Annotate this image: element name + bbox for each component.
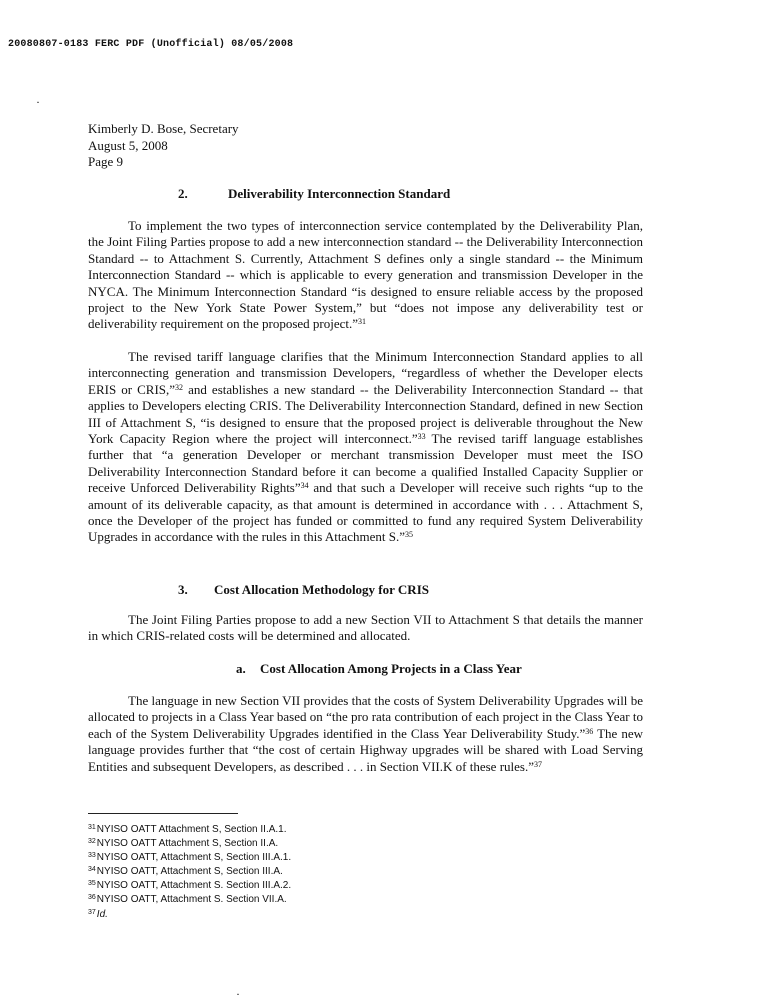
footnote-number: 32	[88, 838, 96, 846]
footnote-text: NYISO OATT, Attachment S, Section III.A.1.	[96, 852, 292, 864]
section-title: Deliverability Interconnection Standard	[228, 186, 451, 201]
footnote-ref: 34	[300, 481, 309, 491]
paragraph-text: To implement the two types of interconnection service contemplated by the Deliverability Plan, the Joint Filing Parties propose to add a new interconnection standard -- the Deliverability Interconnection Standard -- to Attachment S. Currently, Attachment S defines only a single standard -- the Minimum Interconnection Standard -- which is applicable to every generation and transmission Developer in the NYCA. The Minimum Interconnection Standard “is designed to ensure reliable access by the proposed project to the New York State Power System,” but “does not impose any deliverability test or deliverability requirement on the proposed project.”	[88, 218, 643, 332]
paragraph-text: The Joint Filing Parties propose to add a new Section VII to Attachment S that details the manner in which CRIS-related costs will be determined and allocated.	[88, 612, 643, 644]
scan-speck: ·	[36, 95, 40, 109]
footnote-text: NYISO OATT, Attachment S. Section VII.A.	[96, 894, 287, 906]
footnote-text: NYISO OATT, Attachment S, Section III.A.	[96, 866, 283, 878]
footnote-ref: 32	[175, 382, 184, 392]
footnote-divider	[88, 813, 238, 814]
footnote	[88, 850, 291, 864]
paragraph-text: The new language provides further that “the cost of certain Highway upgrades will be shared with Load Serving Entities and subsequent Developers, as described . . . in Section VII.K of these rules.”	[88, 725, 643, 774]
section-title: Cost Allocation Among Projects in a Class Year	[260, 661, 522, 676]
recipient-name: Kimberly D. Bose, Secretary	[88, 121, 239, 136]
footnote-number: 31	[88, 824, 96, 831]
page-label: Page 9	[88, 154, 124, 169]
footnote-text: NYISO OATT Attachment S, Section II.A.1.	[96, 824, 287, 835]
paragraph-text: The revised tariff language clarifies that the Minimum Interconnection Standard applies to all interconnecting generation and transmission Developers, “regardless of whether the Developer elects ERIS or CRIS,”	[88, 349, 643, 397]
paragraph-text: and establishes a new standard -- the Deliverability Interconnection Standard -- that applies to Developers electing CRIS. The Deliverability Interconnection Standard, defined in new Section III of Attachment S, “is designed to ensure that the proposed project is deliverable throughout the New York Capacity Region where the project will interconnect.”	[88, 381, 643, 447]
footnote-ref: 31	[358, 317, 367, 327]
footnote-number: 37	[88, 908, 96, 916]
footnote-text: NYISO OATT, Attachment S. Section III.A.2.	[96, 880, 292, 892]
footnote-text: NYISO OATT Attachment S, Section II.A.	[96, 838, 279, 850]
filing-stamp: 20080807-0183 FERC PDF (Unofficial) 08/05/2008	[8, 39, 294, 50]
paragraph-1	[88, 218, 643, 333]
footnote-ref: 37	[533, 759, 542, 769]
footnote-number: 34	[88, 866, 96, 874]
section-heading-2	[178, 186, 450, 202]
paragraph-text: The revised tariff language establishes further that “a generation Developer or merchant transmission Developer must meet the ISO Deliverability Interconnection Standard before it can become a qualified Installed Capacity Supplier or receive Unforced Deliverability Rights”	[88, 431, 643, 496]
section-heading-3	[178, 582, 429, 598]
footnote-number: 36	[88, 894, 96, 902]
footnote-ref: 36	[585, 726, 594, 736]
footnote-number: 33	[88, 852, 96, 860]
footnote-ref: 35	[404, 530, 413, 540]
footnote	[88, 878, 291, 892]
footnote	[88, 822, 291, 836]
paragraph-4	[88, 693, 643, 775]
footnote-number: 35	[88, 880, 96, 888]
footnote-text: Id.	[96, 908, 108, 920]
footnote	[88, 892, 291, 906]
scan-speck: ·	[236, 987, 240, 1001]
footnotes	[88, 822, 291, 921]
letter-header	[88, 121, 239, 171]
paragraph-text: The language in new Section VII provides that the costs of System Deliverability Upgrades will be allocated to projects in a Class Year based on “the pro rata contribution of each project in the Class Year to each of the System Deliverability Upgrades identified in the Class Year Deliverability Study.”	[88, 693, 643, 741]
section-title: Cost Allocation Methodology for CRIS	[214, 582, 429, 597]
footnote-ref: 33	[417, 432, 426, 442]
letter-date: August 5, 2008	[88, 137, 168, 153]
paragraph-2	[88, 349, 643, 546]
footnote	[88, 864, 291, 878]
paragraph-3	[88, 612, 643, 645]
footnote	[88, 907, 291, 921]
paragraph-text: and that such a Developer will receive such rights “up to the amount of its deliverable capacity, as that amount is determined in accordance with . . . Attachment S, once the Developer of the project has funded or committed to fund any required System Deliverability Upgrades in accordance with the rules in this Attachment S.”	[88, 480, 644, 545]
section-number: a.	[236, 661, 246, 676]
section-number: 3.	[178, 582, 188, 597]
section-heading-a	[236, 661, 522, 677]
section-number: 2.	[178, 186, 188, 201]
footnote	[88, 836, 291, 850]
